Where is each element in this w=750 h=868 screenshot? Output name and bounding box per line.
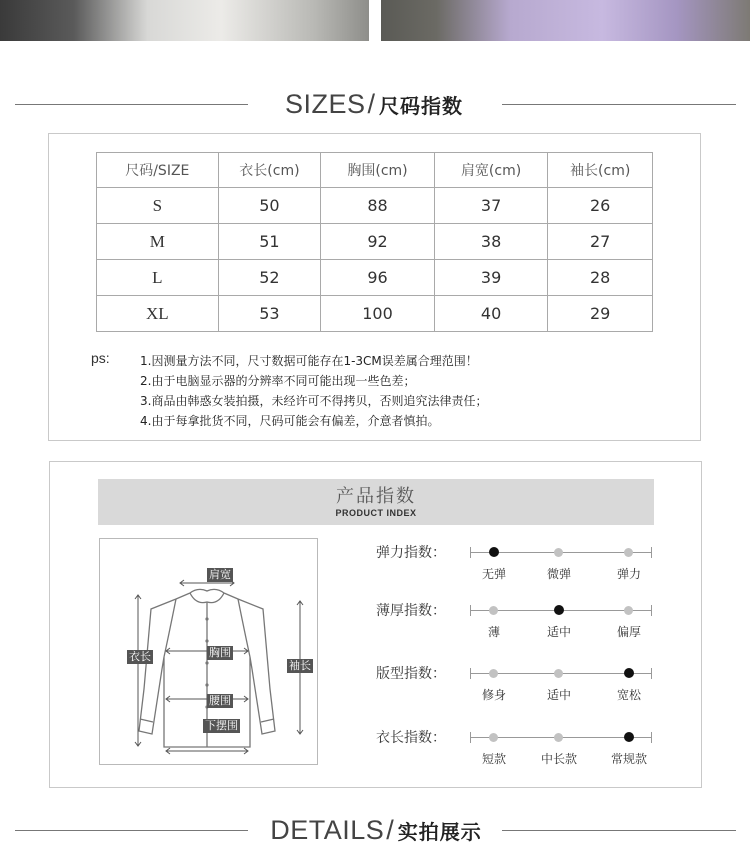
product-photo-left xyxy=(0,0,369,41)
index-track-cap xyxy=(651,732,652,743)
shoulder-cell: 39 xyxy=(434,260,548,296)
size-table-header: 衣长(cm) xyxy=(218,153,321,188)
sizes-title-en: SIZES xyxy=(284,89,366,119)
note-line: 1.因测量方法不同，尺寸数据可能存在1-3CM误差属合理范围！ xyxy=(140,354,478,368)
index-label: 弹力指数： xyxy=(376,545,446,561)
fit-index-row xyxy=(376,665,656,705)
index-option: 短款 xyxy=(481,752,507,766)
size-table-header: 胸围(cm) xyxy=(321,153,435,188)
size-table-header: 肩宽(cm) xyxy=(434,153,548,188)
index-track-cap xyxy=(470,732,471,743)
index-dot xyxy=(554,605,564,615)
size-table-header: 尺码/SIZE xyxy=(97,153,219,188)
product-index-banner xyxy=(98,479,654,525)
size-chart-panel xyxy=(48,133,701,441)
details-title xyxy=(258,810,494,850)
details-title-en: DETAILS xyxy=(270,815,385,845)
elasticity-index-row xyxy=(376,544,656,584)
notes-ps-label: ps: xyxy=(91,350,110,366)
index-track-cap xyxy=(470,668,471,679)
index-dot xyxy=(624,548,633,557)
index-label: 衣长指数： xyxy=(376,730,446,746)
index-option: 常规款 xyxy=(610,752,648,766)
index-option: 中长款 xyxy=(540,752,578,766)
chest-cell: 88 xyxy=(321,188,435,224)
size-table-row xyxy=(97,224,653,260)
product-index-title-en: PRODUCT INDEX xyxy=(335,508,417,518)
index-option: 微弹 xyxy=(546,567,572,581)
details-title-cn: 实拍展示 xyxy=(397,820,482,844)
index-dot xyxy=(489,669,498,678)
size-cell: XL xyxy=(97,296,219,332)
shoulder-cell: 37 xyxy=(434,188,548,224)
garment-length-index-row xyxy=(376,729,656,769)
index-track-cap xyxy=(651,605,652,616)
diagram-label-length: 衣长 xyxy=(129,650,151,663)
size-table-header-row xyxy=(97,153,653,188)
length-cell: 51 xyxy=(218,224,321,260)
diagram-label-sleeve: 袖长 xyxy=(289,659,311,672)
size-table-row xyxy=(97,296,653,332)
size-cell: S xyxy=(97,188,219,224)
chest-cell: 100 xyxy=(321,296,435,332)
index-dot xyxy=(554,548,563,557)
diagram-label-chest: 胸围 xyxy=(209,646,231,659)
index-dot xyxy=(554,669,563,678)
header-rule-left xyxy=(15,104,248,105)
index-dot xyxy=(624,606,633,615)
note-line: 2.由于电脑显示器的分辨率不同可能出现一些色差； xyxy=(140,374,416,388)
length-cell: 53 xyxy=(218,296,321,332)
size-table-header: 袖长(cm) xyxy=(548,153,653,188)
index-dot xyxy=(624,668,634,678)
sizes-title xyxy=(260,84,488,124)
product-index-title-cn: 产品指数 xyxy=(336,486,416,507)
index-option: 适中 xyxy=(546,688,572,702)
sleeve-cell: 27 xyxy=(548,224,653,260)
header-rule-right xyxy=(502,104,736,105)
garment-measure-diagram xyxy=(99,538,318,765)
sleeve-cell: 26 xyxy=(548,188,653,224)
thickness-index-row xyxy=(376,602,656,642)
index-track-cap xyxy=(470,605,471,616)
sleeve-cell: 29 xyxy=(548,296,653,332)
header-rule-right xyxy=(502,830,736,831)
sleeve-cell: 28 xyxy=(548,260,653,296)
size-table-row xyxy=(97,260,653,296)
index-label: 版型指数： xyxy=(376,666,446,682)
size-cell: L xyxy=(97,260,219,296)
index-option: 宽松 xyxy=(616,688,642,702)
chest-cell: 92 xyxy=(321,224,435,260)
index-track-cap xyxy=(470,547,471,558)
chest-cell: 96 xyxy=(321,260,435,296)
diagram-label-waist: 腰围 xyxy=(209,694,231,707)
sizes-section-header xyxy=(0,84,750,124)
header-rule-left xyxy=(15,830,248,831)
index-label: 薄厚指数： xyxy=(376,603,446,619)
size-cell: M xyxy=(97,224,219,260)
index-option: 偏厚 xyxy=(616,625,642,639)
note-line: 4.由于每拿批货不同，尺码可能会有偏差，介意者慎拍。 xyxy=(140,414,440,428)
shoulder-cell: 38 xyxy=(434,224,548,260)
index-option: 适中 xyxy=(546,625,572,639)
sizes-title-cn: 尺码指数 xyxy=(379,94,464,118)
size-table-row xyxy=(97,188,653,224)
index-dot xyxy=(554,733,563,742)
index-option: 弹力 xyxy=(616,567,642,581)
product-index-panel xyxy=(49,461,702,788)
index-dot xyxy=(624,732,634,742)
product-photo-right xyxy=(381,0,750,41)
index-dot xyxy=(489,606,498,615)
index-track-cap xyxy=(651,668,652,679)
note-line: 3.商品由韩惑女装拍摄，未经许可不得拷贝，否则追究法律责任； xyxy=(140,394,488,408)
diagram-label-shoulder: 肩宽 xyxy=(209,568,231,581)
index-option: 薄 xyxy=(487,625,501,639)
index-dot xyxy=(489,547,499,557)
index-track-cap xyxy=(651,547,652,558)
shoulder-cell: 40 xyxy=(434,296,548,332)
sizes-title-slash: / xyxy=(367,89,376,119)
details-section-header xyxy=(0,810,750,850)
length-cell: 52 xyxy=(218,260,321,296)
index-option: 无弹 xyxy=(481,567,507,581)
details-title-slash: / xyxy=(386,815,394,845)
diagram-label-hem: 下摆围 xyxy=(205,719,238,732)
index-option: 修身 xyxy=(481,688,507,702)
size-table xyxy=(96,152,653,332)
index-dot xyxy=(489,733,498,742)
length-cell: 50 xyxy=(218,188,321,224)
